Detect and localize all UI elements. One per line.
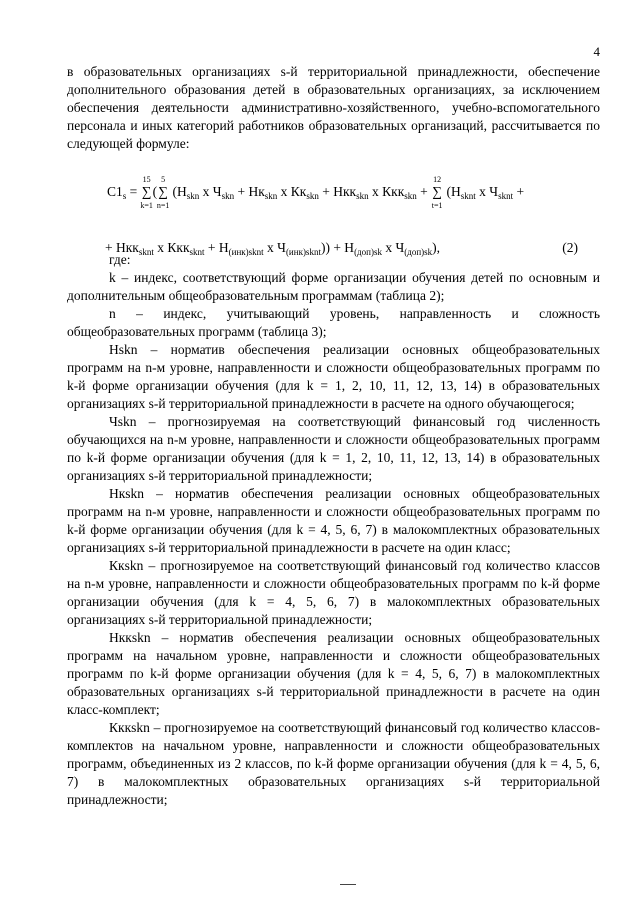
sum-sign-n: ∑ 5 n=1 bbox=[156, 175, 170, 210]
body-text bbox=[67, 63, 600, 809]
formula-line-1: $C1_s$ = ∑ 15 k=1 (∑ 5 n=1 ($H_{skn}$ x $Ч_{skn} + Hк_{skn}$ x $Кк_{skn} + Нкк_{skn}$ x Ккк$_{skn}$ + ∑ 12 t=1 ($H_{sknt}$ x $Ч_{sknt}$ + bbox=[107, 175, 525, 210]
page-number: 4 bbox=[593, 44, 600, 59]
formula-number: (2) bbox=[562, 240, 578, 255]
sum-sign-k: ∑ 15 k=1 bbox=[140, 175, 153, 210]
definition-hskn: Hskn – норматив обеспечения реализации основных общеобразовательных программ на n-м уровне, направленности и сложности общеобразовательных программ по k-й форме организации обучения (для k = 1, 2, 10, 11, 12, 13, 14) в образовательных организациях s-й территориальной принадлежности в расчете на одного обучающегося; bbox=[67, 342, 600, 411]
definition-hkskn: Hкskn – норматив обеспечения реализации основных общеобразовательных программ на n-м уровне, направленности и сложности общеобразовательных программ по k-й форме организации обучения (для k = 4, 5, 6, 7) в малокомплектных образовательных организациях s-й территориальной принадлежности в расчете на один класс; bbox=[67, 486, 600, 555]
definition-n: n – индекс, учитывающий уровень, направленность и сложность общеобразовательных программ (таблица 3); bbox=[67, 306, 600, 339]
definition-k: k – индекс, соответствующий форме организации обучения детей по основным и дополнительным общеобразовательным программам (таблица 2); bbox=[67, 270, 600, 303]
footer-dash bbox=[340, 884, 356, 885]
definition-kkskn: Ккskn – прогнозируемое на соответствующий финансовый год количество классов на n-м уровне, направленности и сложности общеобразовательных программ по k-й форме организации обучения (для k = 4, 5, 6, 7) в малокомплектных образовательных организациях s-й территориальной принадлежности; bbox=[67, 558, 600, 627]
definition-kkkskn: Кккskn – прогнозируемое на соответствующий финансовый год количество классов-комплектов на начальном уровне, направленности и сложности общеобразовательных программ, объединенных из 2 классов, по k-й форме организации обучения (для k = 4, 5, 6, 7) в малокомплектных образовательных организациях s-й территориальной принадлежности; bbox=[67, 720, 600, 807]
where-label: где: bbox=[109, 252, 131, 267]
intro-paragraph: в образовательных организациях s-й территориальной принадлежности, обеспечение дополнительного образования детей в образовательных организациях, за исключением обеспечения деятельности административно-хозяйственного, учебно-вспомогательного персонала и иных категорий работников образовательных организаций, рассчитывается по следующей формуле: bbox=[67, 64, 600, 151]
definition-hkkskn: Нккskn – норматив обеспечения реализации основных общеобразовательных программ на начальном уровне, направленности и сложности общеобразовательных программ по k-й форме организации обучения (для k = 4, 5, 6, 7) в малокомплектных образовательных организациях s-й территориальной принадлежности в расчете на один класс-комплект; bbox=[67, 630, 600, 717]
definition-chskn: Чskn – прогнозируемая на соответствующий финансовый год численность обучающихся на n-м уровне, направленности и сложности общеобразовательных программ по k-й форме организации обучения (для k = 1, 2, 10, 11, 12, 13, 14) в образовательных организациях s-й территориальной принадлежности; bbox=[67, 414, 600, 483]
formula-line-2: + Нкк$_{sknt}$ x $Ккк_{sknt} + H_{(инк)sknt}$ x $Ч_{(инк)sknt})) + H_{(доп)sk}$ x $Ч_{(доп)sk}$), bbox=[105, 240, 441, 257]
sum-sign-t: ∑ 12 t=1 bbox=[431, 175, 443, 210]
formula-2 bbox=[67, 153, 600, 257]
